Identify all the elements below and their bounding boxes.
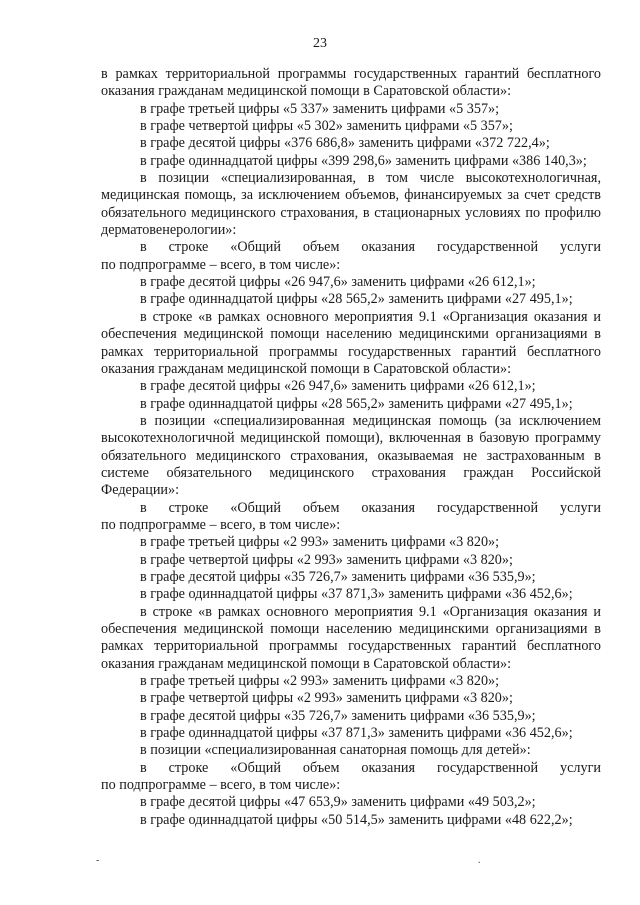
- document-paragraph: в позиции «специализированная, в том числе высокотехнологичная, медицинская помощь, за исключением объемов, финансируемых за счет средств обязательного медицинского страхования, в стационарных условиях по профилю дерматовенерологии»:: [101, 170, 601, 239]
- document-paragraph: в позиции «специализированная медицинская помощь (за исключением высокотехнологичной медицинской помощи), включенная в базовую программу обязательного медицинского страхования, оказываемая не застрахованным в системе обязательного медицинского страхования граждан Российской Федерации»:: [101, 412, 601, 499]
- document-paragraph: в строке «в рамках основного мероприятия 9.1 «Организация оказания и обеспечения медицинской помощи населению медицинскими организациями в рамках территориальной программы государственных гарантий бесплатного оказания гражданам медицинской помощи в Саратовской области»:: [101, 603, 601, 672]
- document-paragraph: в графе третьей цифры «2 993» заменить цифрами «3 820»;: [140, 673, 500, 690]
- document-paragraph: в графе десятой цифры «376 686,8» заменить цифрами «372 722,4»;: [140, 135, 550, 152]
- document-paragraph: по подпрограмме – всего, в том числе»:: [101, 516, 341, 533]
- document-paragraph: в графе третьей цифры «2 993» заменить цифрами «3 820»;: [140, 534, 500, 551]
- document-paragraph: по подпрограмме – всего, в том числе»:: [101, 777, 341, 794]
- document-paragraph: в графе одиннадцатой цифры «37 871,3» заменить цифрами «36 452,6»;: [140, 586, 573, 603]
- document-paragraph: в графе одиннадцатой цифры «28 565,2» заменить цифрами «27 495,1»;: [140, 291, 573, 308]
- document-paragraph: по подпрограмме – всего, в том числе»:: [101, 256, 341, 273]
- document-paragraph: в графе одиннадцатой цифры «37 871,3» заменить цифрами «36 452,6»;: [140, 725, 573, 742]
- document-paragraph: в графе одиннадцатой цифры «28 565,2» заменить цифрами «27 495,1»;: [140, 395, 573, 412]
- document-paragraph: в графе четвертой цифры «2 993» заменить цифрами «3 820»;: [140, 551, 513, 568]
- document-paragraph: в строке «Общий объем оказания государственной услуги: [140, 239, 601, 256]
- document-paragraph: в строке «Общий объем оказания государственной услуги: [140, 499, 601, 516]
- document-paragraph: в графе десятой цифры «26 947,6» заменить цифрами «26 612,1»;: [140, 378, 536, 395]
- document-paragraph: в графе четвертой цифры «2 993» заменить цифрами «3 820»;: [140, 690, 513, 707]
- document-paragraph: в графе третьей цифры «5 337» заменить цифрами «5 357»;: [140, 100, 500, 117]
- document-paragraph: в графе одиннадцатой цифры «399 298,6» заменить цифрами «386 140,3»;: [140, 152, 587, 169]
- document-paragraph: в рамках территориальной программы государственных гарантий бесплатного оказания гражданам медицинской помощи в Саратовской области»:: [101, 66, 601, 100]
- document-paragraph: в графе десятой цифры «35 726,7» заменить цифрами «36 535,9»;: [140, 707, 536, 724]
- document-paragraph: в графе десятой цифры «26 947,6» заменить цифрами «26 612,1»;: [140, 274, 536, 291]
- document-paragraph: в графе одиннадцатой цифры «50 514,5» заменить цифрами «48 622,2»;: [140, 811, 573, 828]
- page-number: 23: [313, 36, 327, 51]
- document-paragraph: в графе четвертой цифры «5 302» заменить цифрами «5 357»;: [140, 118, 513, 135]
- document-paragraph: в строке «Общий объем оказания государственной услуги: [140, 759, 601, 776]
- footer-mark-right: .: [478, 855, 481, 866]
- document-paragraph: в строке «в рамках основного мероприятия 9.1 «Организация оказания и обеспечения медицинской помощи населению медицинскими организациями в рамках территориальной программы государственных гарантий бесплатного оказания гражданам медицинской помощи в Саратовской области»:: [101, 308, 601, 377]
- document-body: [101, 66, 601, 829]
- document-paragraph: в графе десятой цифры «35 726,7» заменить цифрами «36 535,9»;: [140, 568, 536, 585]
- document-paragraph: в позиции «специализированная санаторная помощь для детей»:: [140, 742, 531, 759]
- footer-mark-left: -: [96, 855, 100, 866]
- document-paragraph: в графе десятой цифры «47 653,9» заменить цифрами «49 503,2»;: [140, 794, 536, 811]
